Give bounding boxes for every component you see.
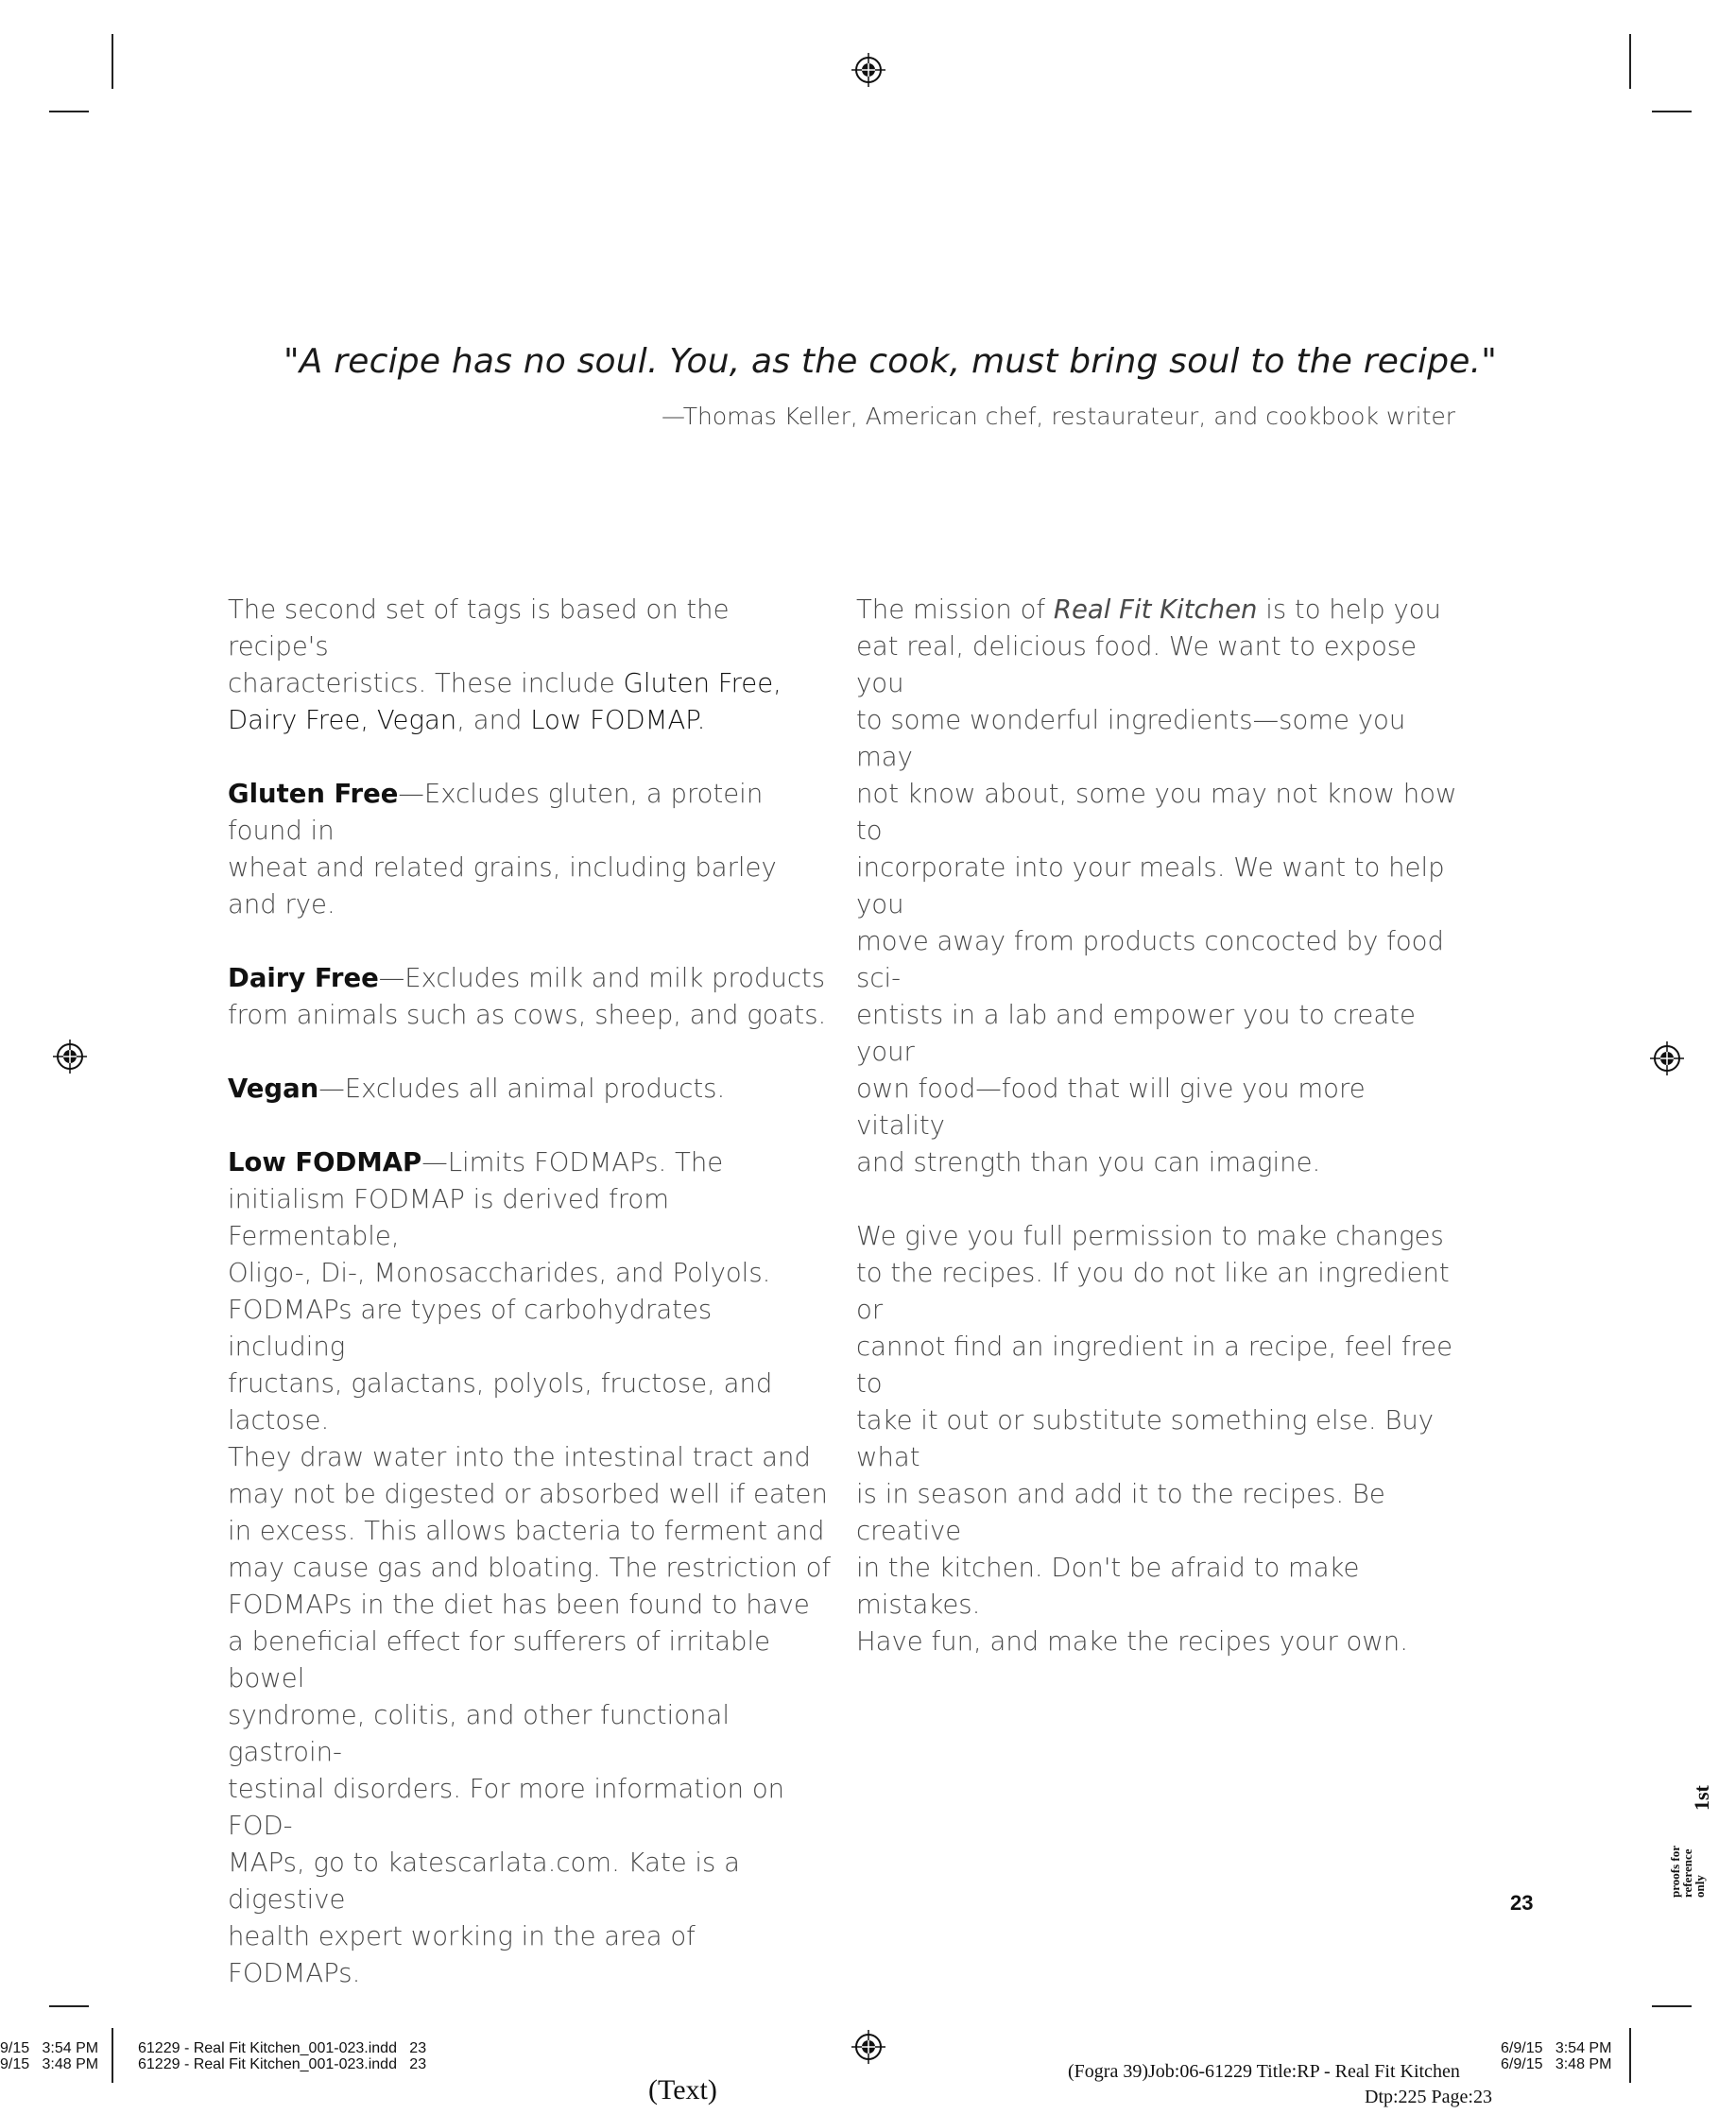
tag-low-fodmap: Low FODMAP. — [530, 705, 706, 735]
slug-right-times: 6/9/15 3:54 PM 6/9/15 3:48 PM — [1501, 2040, 1612, 2072]
dairy-free-text: —Excludes milk and milk products from animals such as cows, sheep, and goats. — [228, 963, 827, 1030]
crop-mark-top-right-h — [1652, 111, 1692, 112]
vegan-text: —Excludes all animal products. — [318, 1074, 726, 1104]
page-number: 23 — [1510, 1891, 1534, 1915]
low-fodmap-term: Low FODMAP — [228, 1147, 422, 1177]
gluten-free-text: —Excludes gluten, a protein found in wheat and related grains, including barley and rye. — [228, 779, 777, 920]
book-title: Real Fit Kitchen — [1053, 594, 1258, 625]
vegan-paragraph — [228, 1071, 833, 1108]
proof-stamp-text — [1669, 1846, 1706, 1898]
crop-mark-bottom-left-h — [49, 2005, 89, 2007]
proof-stamp-line-1: proofs for — [1668, 1845, 1682, 1898]
gluten-free-paragraph — [228, 776, 833, 923]
proof-stamp-line-3: only — [1693, 1875, 1707, 1898]
crop-mark-top-right — [1629, 34, 1631, 89]
crop-mark-top-left-h — [49, 111, 89, 112]
registration-mark-left-icon — [53, 1040, 87, 1074]
left-column — [228, 592, 833, 2029]
tag-gluten-free: Gluten Free, — [623, 668, 782, 698]
slug-text-label: (Text) — [648, 2074, 717, 2105]
low-fodmap-text: —Limits FODMAPs. The initialism FODMAP is derived from Fermentable, Oligo-, Di-, Monosaccharides, and Polyols. FODMAPs are types of carbohydrates including fructans, galactans, polyols, fructose, and lactose. They draw water into the intestinal tract and may not be digested or absorbed well if eaten in excess. This allows bacteria to ferment and may cause gas and bloating. The restriction of FODMAPs in the diet has been found to have a beneficial effect for sufferers of irritable bowel syndrome, colitis, and other functional gastroin- testinal disorders. For more information on FOD- MAPs, go to katescarlata.com. Kate is a digestive health expert working in the area of FODMAPs. — [228, 1147, 832, 1988]
tags-sep-2: , and — [456, 705, 531, 735]
registration-mark-top-icon — [851, 53, 885, 87]
epigraph-quote: "A recipe has no soul. You, as the cook, must bring soul to the recipe." — [284, 342, 1498, 381]
permission-paragraph: We give you full permission to make changes to the recipes. If you do not like an ingredient or cannot find an ingredient in a recipe, feel free to take it out or substitute something else. Buy what is in season and add it to the recipes. Be creative in the kitchen. Don't be afraid to make mistakes. Have fun, and make the recipes your own. — [856, 1221, 1453, 1657]
crop-mark-bottom-left — [112, 2028, 113, 2083]
tag-vegan: Vegan — [376, 705, 457, 735]
tag-dairy-free: Dairy Free — [228, 705, 361, 735]
dairy-free-term: Dairy Free — [228, 963, 379, 993]
slug-left-files: 61229 - Real Fit Kitchen_001-023.indd 23 61229 - Real Fit Kitchen_001-023.indd 23 — [138, 2040, 427, 2072]
proof-stamp-edition: 1st — [1690, 1785, 1713, 1811]
registration-mark-bottom-icon — [851, 2030, 885, 2064]
mission-text: is to help you eat real, delicious food. We want to expose you to some wonderful ingredients—some you may not know about, some you may not know how to incorporate into your meals. We want to help you move away from products concocted by food sci- entists in a lab and empower you to create your own food—food that will give you more vitality and strength than you can imagine. — [856, 594, 1457, 1177]
mission-paragraph — [856, 592, 1461, 1181]
gluten-free-term: Gluten Free — [228, 779, 399, 809]
epigraph-attribution: —Thomas Keller, American chef, restaurateur, and cookbook writer — [662, 403, 1456, 430]
tags-intro-paragraph — [228, 592, 833, 739]
right-column — [856, 592, 1461, 1697]
tags-sep-1: , — [360, 705, 377, 735]
crop-mark-bottom-right — [1629, 2028, 1631, 2083]
slug-left-times: 9/15 3:54 PM 9/15 3:48 PM — [0, 2040, 99, 2072]
low-fodmap-paragraph — [228, 1144, 833, 1992]
proof-stamp-line-2: reference — [1680, 1848, 1694, 1898]
slug-dtp-info: Dtp:225 Page:23 — [1365, 2087, 1492, 2107]
mission-lead: The mission of — [856, 594, 1054, 625]
vegan-term: Vegan — [228, 1074, 319, 1104]
crop-mark-top-left — [112, 34, 113, 89]
tags-intro-lead: The second set of tags is based on the recipe's characteristics. These include — [228, 594, 730, 698]
dairy-free-paragraph — [228, 960, 833, 1034]
registration-mark-right-icon — [1650, 1041, 1684, 1075]
slug-job-info: (Fogra 39)Job:06-61229 Title:RP - Real Fit Kitchen — [1068, 2061, 1460, 2082]
crop-mark-bottom-right-h — [1652, 2005, 1692, 2007]
proof-stamp — [1663, 1777, 1720, 1899]
